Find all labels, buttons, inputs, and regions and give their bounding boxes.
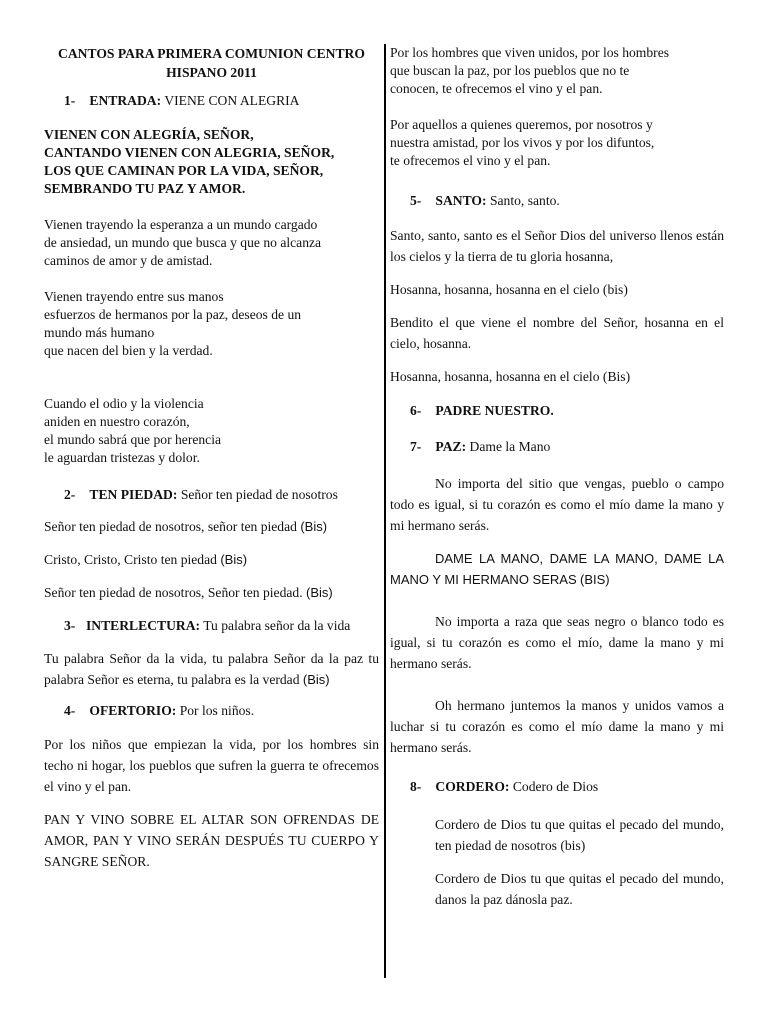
section-2-header: 2- TEN PIEDAD: Señor ten piedad de nosotros: [64, 487, 338, 502]
section-3-header: 3- INTERLECTURA: Tu palabra señor da la vida: [64, 618, 351, 633]
interlectura-text: Tu palabra Señor da la vida, tu palabra Señor da la paz tu palabra Señor es eterna, tu palabra es la verdad (Bis): [44, 651, 379, 687]
entrada-chorus: VIENEN CON ALEGRÍA, SEÑOR, CANTANDO VIENEN CON ALEGRIA, SEÑOR, LOS QUE CAMINAN POR LA VIDA, SEÑOR, SEMBRANDO TU PAZ Y AMOR.: [44, 127, 335, 196]
santo-hosanna-1: Hosanna, hosanna, hosanna en el cielo (bis): [390, 282, 628, 297]
paz-verse-3: Oh hermano juntemos la manos y unidos vamos a luchar si tu corazón es como el mío dame la mano y mi hermano serás.: [390, 698, 724, 755]
piedad-line-1: Señor ten piedad de nosotros, señor ten piedad (Bis): [44, 519, 328, 534]
cordero-verse-1: Cordero de Dios tu que quitas el pecado del mundo, ten piedad de nosotros (bis): [435, 817, 724, 853]
paz-verse-1: No importa del sitio que vengas, pueblo o campo todo es igual, si tu corazón es como el mío dame la mano y mi hermano serás.: [390, 476, 724, 533]
section-4-header: 4- OFERTORIO: Por los niños.: [64, 703, 255, 718]
cordero-verse-2: Cordero de Dios tu que quitas el pecado del mundo, danos la paz dánosla paz.: [435, 871, 724, 907]
paz-chorus: DAME LA MANO, DAME LA MANO, DAME LA MANO Y MI HERMANO SERAS (BIS): [390, 551, 724, 587]
paz-verse-2: No importa a raza que seas negro o blanco todo es igual, si tu corazón es como el mío, dame la mano y mi hermano serás.: [390, 614, 724, 671]
ofertorio-chorus: PAN Y VINO SOBRE EL ALTAR SON OFRENDAS DE AMOR, PAN Y VINO SERÁN DESPUÉS TU CUERPO Y SANGRE SEÑOR.: [44, 812, 379, 869]
entrada-verse-2: Vienen trayendo entre sus manos esfuerzos de hermanos por la paz, deseos de un mundo más humano que nacen del bien y la verdad.: [44, 289, 302, 358]
section-6-header: 6- PADRE NUESTRO.: [410, 403, 554, 418]
santo-verse-1: Santo, santo, santo es el Señor Dios del universo llenos están los cielos y la tierra de tu gloria hosanna,: [390, 228, 724, 264]
santo-bendito: Bendito el que viene el nombre del Señor, hosanna en el cielo, hosanna.: [390, 315, 724, 351]
right-column: [390, 44, 724, 910]
ofertorio-verse-3: Por aquellos a quienes queremos, por nosotros y nuestra amistad, por los vivos y por los difuntos, te ofrecemos el vino y el pan.: [390, 117, 655, 168]
document-title: CANTOS PARA PRIMERA COMUNION CENTRO HISPANO 2011: [58, 46, 365, 80]
ofertorio-verse-1: Por los niños que empiezan la vida, por los hombres sin techo ni hogar, los pueblos que sufren la guerra te ofrecemos el vino y el pan.: [44, 737, 379, 794]
piedad-line-2: Cristo, Cristo, Cristo ten piedad (Bis): [44, 552, 248, 567]
left-column: [44, 44, 379, 872]
santo-hosanna-2: Hosanna, hosanna, hosanna en el cielo (Bis): [390, 369, 631, 384]
column-divider: [384, 44, 386, 978]
entrada-verse-3: Cuando el odio y la violencia aniden en nuestro corazón, el mundo sabrá que por herencia le aguardan tristezas y dolor.: [44, 396, 222, 465]
section-8-header: 8- CORDERO: Codero de Dios: [410, 779, 599, 794]
piedad-line-3: Señor ten piedad de nosotros, Señor ten piedad. (Bis): [44, 585, 333, 600]
section-1-header: 1- ENTRADA: VIENE CON ALEGRIA: [64, 93, 300, 108]
ofertorio-verse-2: Por los hombres que viven unidos, por los hombres que buscan la paz, por los pueblos que no te conocen, te ofrecemos el vino y el pan.: [390, 45, 670, 96]
section-5-header: 5- SANTO: Santo, santo.: [410, 193, 560, 208]
entrada-verse-1: Vienen trayendo la esperanza a un mundo cargado de ansiedad, un mundo que busca y que no alcanza caminos de amor y de amistad.: [44, 217, 322, 268]
section-7-header: 7- PAZ: Dame la Mano: [410, 439, 551, 454]
